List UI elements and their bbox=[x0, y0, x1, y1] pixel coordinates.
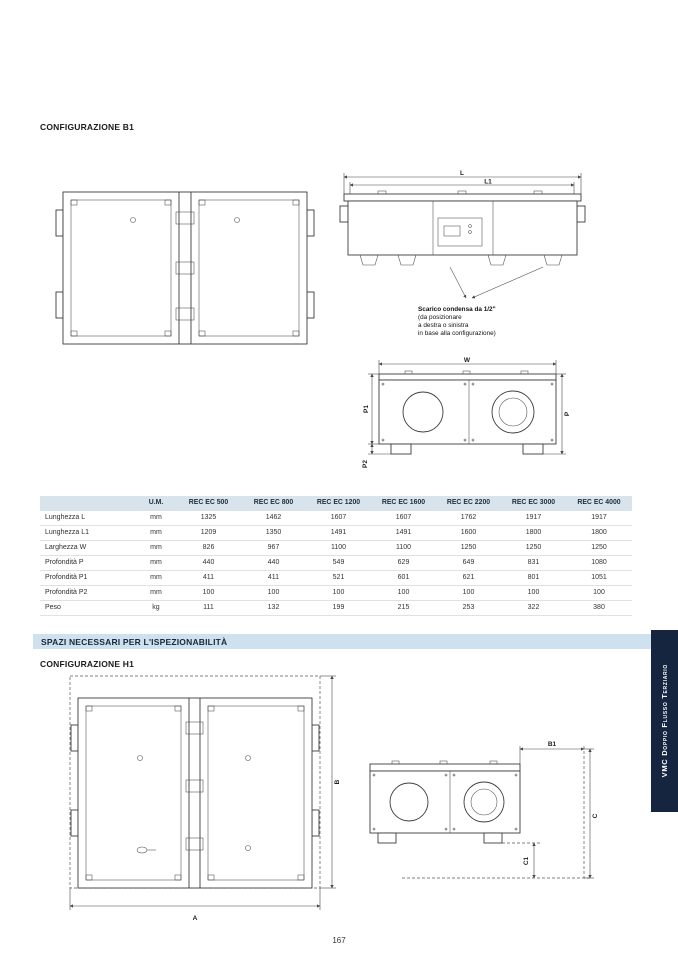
left-flange-bottom bbox=[56, 292, 63, 318]
col-header-model: REC EC 500 bbox=[176, 496, 241, 511]
drawing-side-view-b1 bbox=[338, 168, 588, 308]
drawing-front-view-b1 bbox=[55, 180, 315, 355]
cell-um: mm bbox=[136, 511, 176, 526]
condensate-note-line: a destra o sinistra bbox=[418, 322, 469, 329]
dimension-W bbox=[379, 357, 556, 374]
cell-um: mm bbox=[136, 586, 176, 601]
chapter-side-tab bbox=[651, 630, 678, 812]
table-row bbox=[40, 541, 632, 556]
dim-label-A: A bbox=[192, 915, 198, 922]
cell-um: mm bbox=[136, 541, 176, 556]
col-header-model: REC EC 1200 bbox=[306, 496, 371, 511]
table-row bbox=[40, 571, 632, 586]
cell: 1100 bbox=[371, 541, 436, 556]
section-bar-spazi bbox=[33, 634, 651, 649]
condensate-note-line: (da posizionare bbox=[418, 314, 462, 321]
dimension-B bbox=[320, 676, 341, 888]
condensate-note-title: Scarico condensa da 1/2" bbox=[418, 306, 496, 313]
foot bbox=[484, 833, 502, 843]
dimension-P2 bbox=[362, 444, 391, 468]
unit-body bbox=[379, 380, 556, 444]
dim-label-P: P bbox=[564, 411, 571, 417]
top-rim bbox=[344, 194, 581, 201]
col-header-um: U.M. bbox=[136, 496, 176, 511]
cell: 322 bbox=[501, 601, 566, 616]
col-header-model: REC EC 4000 bbox=[566, 496, 632, 511]
hinge-bump bbox=[440, 761, 447, 764]
hinge-bump bbox=[405, 371, 412, 374]
cell: 649 bbox=[436, 556, 501, 571]
cell: 621 bbox=[436, 571, 501, 586]
cell: 1800 bbox=[566, 525, 632, 540]
cell: 1607 bbox=[306, 511, 371, 526]
row-label: Profondità P1 bbox=[40, 571, 136, 586]
dim-label-B1: B1 bbox=[547, 741, 557, 748]
cell: 100 bbox=[436, 586, 501, 601]
cell: 1250 bbox=[566, 541, 632, 556]
table-row bbox=[40, 525, 632, 540]
cell: 100 bbox=[176, 586, 241, 601]
cell: 801 bbox=[501, 571, 566, 586]
condensate-note-line: in base alla configurazione) bbox=[418, 330, 496, 337]
cell: 549 bbox=[306, 556, 371, 571]
cell: 132 bbox=[241, 601, 306, 616]
cell: 100 bbox=[566, 586, 632, 601]
dimension-C1 bbox=[523, 843, 534, 878]
table-row bbox=[40, 586, 632, 601]
foot bbox=[523, 444, 543, 454]
cell: 826 bbox=[176, 541, 241, 556]
drawing-end-view-h1 bbox=[362, 736, 602, 891]
cell: 1325 bbox=[176, 511, 241, 526]
cell: 440 bbox=[241, 556, 306, 571]
dim-label-W: W bbox=[463, 357, 471, 364]
drawing-end-view-b1 bbox=[362, 356, 571, 468]
col-header-model: REC EC 2200 bbox=[436, 496, 501, 511]
left-flange-bottom bbox=[71, 810, 78, 836]
cell: 601 bbox=[371, 571, 436, 586]
row-label: Profondità P2 bbox=[40, 586, 136, 601]
dim-label-B: B bbox=[334, 779, 341, 785]
right-duct-flange bbox=[577, 206, 585, 222]
left-duct-flange bbox=[340, 206, 348, 222]
cell-um: mm bbox=[136, 556, 176, 571]
cell: 1250 bbox=[501, 541, 566, 556]
dim-label-P2: P2 bbox=[362, 460, 369, 468]
cell: 411 bbox=[241, 571, 306, 586]
cell: 1800 bbox=[501, 525, 566, 540]
cell-um: mm bbox=[136, 525, 176, 540]
cell: 1917 bbox=[566, 511, 632, 526]
unit-front-outline bbox=[56, 192, 314, 344]
cell: 967 bbox=[241, 541, 306, 556]
table-row bbox=[40, 556, 632, 571]
cell-um: kg bbox=[136, 601, 176, 616]
cell: 1491 bbox=[371, 525, 436, 540]
hinge-bump bbox=[490, 761, 497, 764]
cell: 1607 bbox=[371, 511, 436, 526]
cell: 253 bbox=[436, 601, 501, 616]
cell: 215 bbox=[371, 601, 436, 616]
dim-label-C1: C1 bbox=[523, 856, 530, 866]
col-header-model: REC EC 1600 bbox=[371, 496, 436, 511]
dimension-C bbox=[584, 749, 599, 878]
unit-end-outline bbox=[379, 371, 556, 454]
cell: 100 bbox=[371, 586, 436, 601]
row-label: Peso bbox=[40, 601, 136, 616]
cell: 1209 bbox=[176, 525, 241, 540]
unit-front-outline bbox=[71, 698, 319, 888]
section-heading-config-b1: CONFIGURAZIONE B1 bbox=[40, 122, 135, 132]
hinge-bump bbox=[521, 371, 528, 374]
row-label: Profondità P bbox=[40, 556, 136, 571]
cell: 1100 bbox=[306, 541, 371, 556]
cell: 1462 bbox=[241, 511, 306, 526]
cell: 1917 bbox=[501, 511, 566, 526]
dimension-L bbox=[344, 170, 581, 194]
foot bbox=[544, 255, 562, 265]
dim-label-P1: P1 bbox=[363, 405, 370, 413]
cell: 1080 bbox=[566, 556, 632, 571]
dimension-L1 bbox=[350, 179, 574, 195]
unit-body bbox=[78, 698, 312, 888]
cell: 1250 bbox=[436, 541, 501, 556]
cell: 1350 bbox=[241, 525, 306, 540]
top-rim bbox=[370, 764, 520, 771]
cell-um: mm bbox=[136, 571, 176, 586]
left-flange-top bbox=[71, 725, 78, 751]
unit-body bbox=[63, 192, 307, 344]
dim-label-C: C bbox=[592, 813, 599, 819]
right-flange-top bbox=[307, 210, 314, 236]
chapter-side-tab-label: VMC Doppio Flusso Terziario bbox=[660, 664, 669, 778]
section-bar-spazi-label: SPAZI NECESSARI PER L'ISPEZIONABILITÀ bbox=[41, 636, 228, 647]
cell: 1762 bbox=[436, 511, 501, 526]
unit-side-outline bbox=[340, 191, 585, 265]
unit-end-outline bbox=[370, 761, 520, 843]
unit-body bbox=[370, 771, 520, 833]
cell: 380 bbox=[566, 601, 632, 616]
right-flange-bottom bbox=[307, 292, 314, 318]
cell: 411 bbox=[176, 571, 241, 586]
drawing-front-view-h1 bbox=[58, 670, 343, 928]
foot bbox=[378, 833, 396, 843]
top-rim bbox=[379, 374, 556, 380]
cell: 521 bbox=[306, 571, 371, 586]
table-header-row bbox=[40, 496, 632, 511]
right-flange-bottom bbox=[312, 810, 319, 836]
cell: 1600 bbox=[436, 525, 501, 540]
cell: 100 bbox=[306, 586, 371, 601]
cell: 199 bbox=[306, 601, 371, 616]
dimension-P1 bbox=[363, 374, 379, 444]
cell: 111 bbox=[176, 601, 241, 616]
dimensions-table bbox=[40, 496, 632, 616]
dim-label-L: L bbox=[460, 170, 464, 177]
cell: 1051 bbox=[566, 571, 632, 586]
hinge-bump bbox=[392, 761, 399, 764]
foot bbox=[488, 255, 506, 265]
right-flange-top bbox=[312, 725, 319, 751]
row-label: Larghezza W bbox=[40, 541, 136, 556]
hinge-bump bbox=[463, 371, 470, 374]
col-header-blank bbox=[40, 496, 136, 511]
cell: 831 bbox=[501, 556, 566, 571]
dimension-B1 bbox=[520, 741, 584, 749]
row-label: Lunghezza L1 bbox=[40, 525, 136, 540]
table-row bbox=[40, 511, 632, 526]
condensate-note bbox=[418, 306, 536, 338]
cell: 1491 bbox=[306, 525, 371, 540]
dim-label-L1: L1 bbox=[484, 178, 492, 186]
condensate-leader-lines bbox=[450, 267, 543, 298]
cell: 440 bbox=[176, 556, 241, 571]
col-header-model: REC EC 800 bbox=[241, 496, 306, 511]
page-number: 167 bbox=[332, 936, 346, 945]
cell: 100 bbox=[241, 586, 306, 601]
cell: 629 bbox=[371, 556, 436, 571]
cell: 100 bbox=[501, 586, 566, 601]
dimension-A bbox=[70, 888, 320, 922]
foot bbox=[391, 444, 411, 454]
row-label: Lunghezza L bbox=[40, 511, 136, 526]
section-heading-config-h1: CONFIGURAZIONE H1 bbox=[40, 659, 135, 669]
foot bbox=[360, 255, 378, 265]
unit-body bbox=[348, 201, 577, 255]
table-row bbox=[40, 601, 632, 616]
left-flange-top bbox=[56, 210, 63, 236]
col-header-model: REC EC 3000 bbox=[501, 496, 566, 511]
foot bbox=[398, 255, 416, 265]
